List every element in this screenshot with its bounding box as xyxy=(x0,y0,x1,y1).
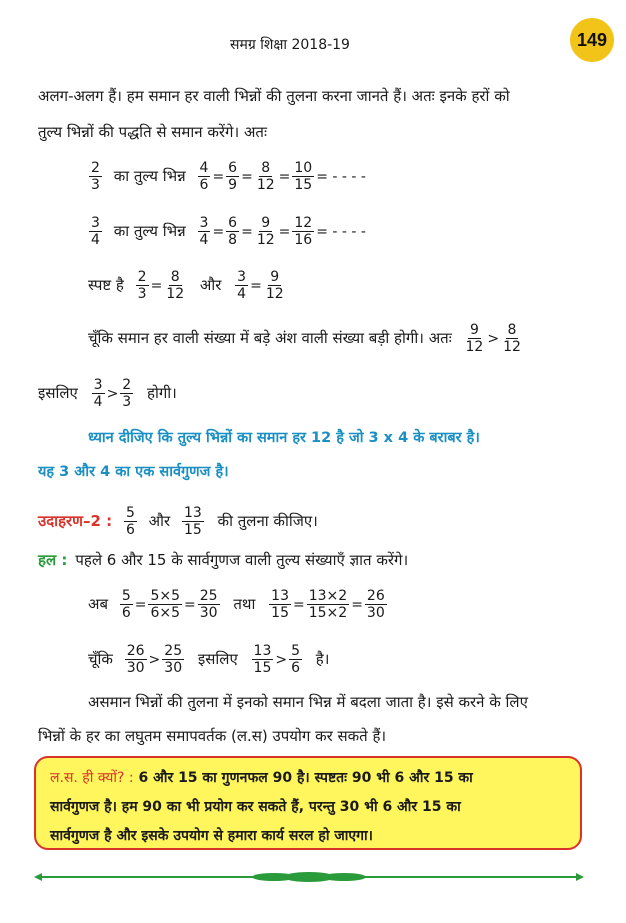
therefore-statement: इसलिए $\frac{3}{4}$ > $\frac{2}{3}$ होगी। xyxy=(38,377,177,410)
note-line-2: सार्वगुणज है। हम 90 का भी प्रयोग कर सकते हैं, परन्तु 30 भी 6 और 15 का xyxy=(50,799,461,815)
fraction: $\frac{6}{8}$ xyxy=(228,215,238,248)
intro-line-1: अलग-अलग हैं। हम समान हर वाली भिन्नों की तुलना करना जानते हैं। अतः इनके हरों को xyxy=(38,87,510,105)
fraction: $\frac{12}{16}$ xyxy=(294,215,313,248)
note-line-3: सार्वगुणज है और इसके उपयोग से हमारा कार्य सरल हो जाएगा। xyxy=(50,828,373,844)
solution-line: हल : पहले 6 और 15 के सार्वगुणज वाली तुल्य संख्याएँ ज्ञात करेंगे। xyxy=(38,551,409,569)
fraction: $\frac{2}{3}$ xyxy=(91,160,100,193)
label: का तुल्य भिन्न xyxy=(113,222,186,240)
fraction: $\frac{3}{4}$ xyxy=(91,215,100,248)
decorative-divider xyxy=(34,868,584,886)
fraction: $\frac{3}{4}$ xyxy=(199,215,209,248)
note-label: ल.स. ही क्यों? : xyxy=(50,770,134,786)
fraction: $\frac{10}{15}$ xyxy=(294,160,313,193)
equivalent-fractions-2-3: $\frac{2}{3}$ का तुल्य भिन्न $\frac{4}{6}$ = $\frac{6}{9}$ = $\frac{8}{12}$ = $\frac{10}{15}$ = - - - - xyxy=(91,160,366,193)
fraction: $\frac{8}{12}$ xyxy=(256,160,275,193)
fraction: $\frac{9}{12}$ xyxy=(256,215,275,248)
fraction: $\frac{6}{9}$ xyxy=(228,160,238,193)
clearly-equations: स्पष्ट है $\frac{2}{3}$ = $\frac{8}{12}$ और $\frac{3}{4}$ = $\frac{9}{12}$ xyxy=(88,269,284,302)
intro-line-2: तुल्य भिन्नों की पद्धति से समान करेंगे। अतः xyxy=(38,123,267,141)
label: का तुल्य भिन्न xyxy=(113,167,186,185)
note-box: ल.स. ही क्यों? : 6 और 15 का गुणनफल 90 है। स्पष्टतः 90 भी 6 और 15 का सार्वगुणज है। हम 90 का भी प्रयोग कर सकते हैं, परन्तु 30 भी 6 और 15 का सार्वगुणज है और इसके उपयोग से हमारा कार्य सरल हो जाएगा। xyxy=(34,756,582,850)
example-label: उदाहरण–2 : xyxy=(38,512,113,530)
now-equations: अब $\frac{5}{6}$ = $\frac{5\times 5}{6\times 5}$ = $\frac{25}{30}$ तथा $\frac{13}{15}$ = $\frac{13\times 2}{15\times 2}$ = $\frac{26}{30}$ xyxy=(88,588,385,621)
example-2: उदाहरण–2 : $\frac{5}{6}$ और $\frac{13}{15}$ की तुलना कीजिए। xyxy=(38,505,318,538)
since-comparison: चूँकि $\frac{26}{30}$ > $\frac{25}{30}$ इसलिए $\frac{13}{15}$ > $\frac{5}{6}$ है। xyxy=(88,643,330,676)
para-line-2: भिन्नों के हर का लघुतम समापवर्तक (ल.स) उपयोग कर सकते हैं। xyxy=(38,727,387,745)
para-line-1: असमान भिन्नों की तुलना में इनको समान भिन्न में बदला जाता है। इसे करने के लिए xyxy=(88,693,528,711)
since-statement: चूँकि समान हर वाली संख्या में बड़े अंश वाली संख्या बड़ी होगी। अतः $\frac{9}{12}$ > $\frac{8}{12}$ xyxy=(88,322,521,355)
page-number-badge: 149 xyxy=(570,18,614,62)
fraction: $\frac{4}{6}$ xyxy=(199,160,209,193)
solution-label: हल : xyxy=(38,551,68,569)
header-title: समग्र शिक्षा 2018-19 xyxy=(230,37,350,53)
notice-line-2: यह 3 और 4 का एक सार्वगुणज है। xyxy=(38,464,229,480)
equivalent-fractions-3-4: $\frac{3}{4}$ का तुल्य भिन्न $\frac{3}{4}$ = $\frac{6}{8}$ = $\frac{9}{12}$ = $\frac{12}{16}$ = - - - - xyxy=(91,215,366,248)
notice-line-1: ध्यान दीजिए कि तुल्य भिन्नों का समान हर 12 है जो 3 x 4 के बराबर है। xyxy=(88,430,480,446)
